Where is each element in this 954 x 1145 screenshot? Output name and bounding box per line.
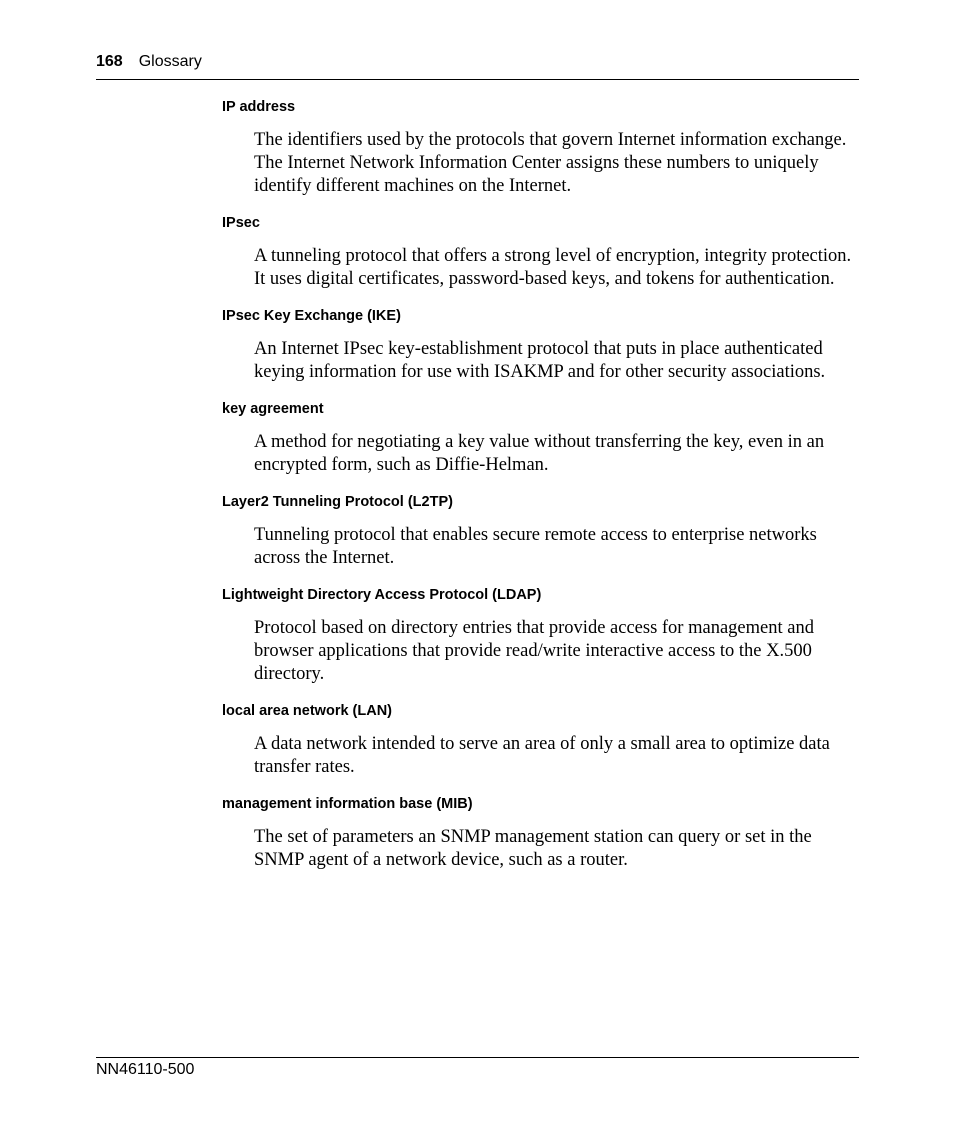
glossary-term: local area network (LAN): [222, 703, 393, 719]
glossary-term: Lightweight Directory Access Protocol (LDAP): [222, 587, 542, 603]
glossary-entry: [222, 213, 862, 291]
glossary-definition: The identifiers used by the protocols that govern Internet information exchange. The Internet Network Information Center assigns these numbers to uniquely identify different machines on the Internet.: [254, 130, 847, 196]
glossary-definition: Tunneling protocol that enables secure remote access to enterprise networks across the Internet.: [254, 525, 817, 568]
glossary-term: IP address: [222, 99, 296, 115]
page-number: 168: [96, 53, 123, 70]
glossary-definition: A data network intended to serve an area of only a small area to optimize data transfer rates.: [254, 734, 830, 777]
glossary-entry: [222, 306, 862, 384]
glossary-entry: [222, 701, 862, 779]
glossary-entry: [222, 585, 862, 686]
page-footer: [96, 1060, 194, 1079]
glossary-entries: [222, 97, 862, 887]
page-header: [96, 52, 859, 71]
glossary-term: Layer2 Tunneling Protocol (L2TP): [222, 494, 453, 510]
header-rule: [96, 79, 859, 80]
glossary-term: IPsec: [222, 215, 260, 231]
glossary-entry: [222, 794, 862, 872]
glossary-term: management information base (MIB): [222, 796, 473, 812]
glossary-entry: [222, 492, 862, 570]
document-id: NN46110-500: [96, 1061, 195, 1078]
glossary-definition: A tunneling protocol that offers a strong level of encryption, integrity protection. It uses digital certificates, password-based keys, and tokens for authentication.: [254, 246, 852, 289]
footer-rule: [96, 1057, 859, 1058]
glossary-term: key agreement: [222, 401, 324, 417]
glossary-entry: [222, 97, 862, 198]
glossary-term: IPsec Key Exchange (IKE): [222, 308, 401, 324]
glossary-entry: [222, 399, 862, 477]
glossary-definition: A method for negotiating a key value without transferring the key, even in an encrypted form, such as Diffie-Helman.: [254, 432, 825, 475]
section-title: Glossary: [138, 53, 202, 70]
glossary-definition: An Internet IPsec key-establishment protocol that puts in place authenticated keying information for use with ISAKMP and for other security associations.: [254, 339, 826, 382]
glossary-definition: Protocol based on directory entries that provide access for management and browser applications that provide read/write interactive access to the X.500 directory.: [254, 618, 814, 684]
glossary-definition: The set of parameters an SNMP management station can query or set in the SNMP agent of a network device, such as a router.: [254, 827, 812, 870]
